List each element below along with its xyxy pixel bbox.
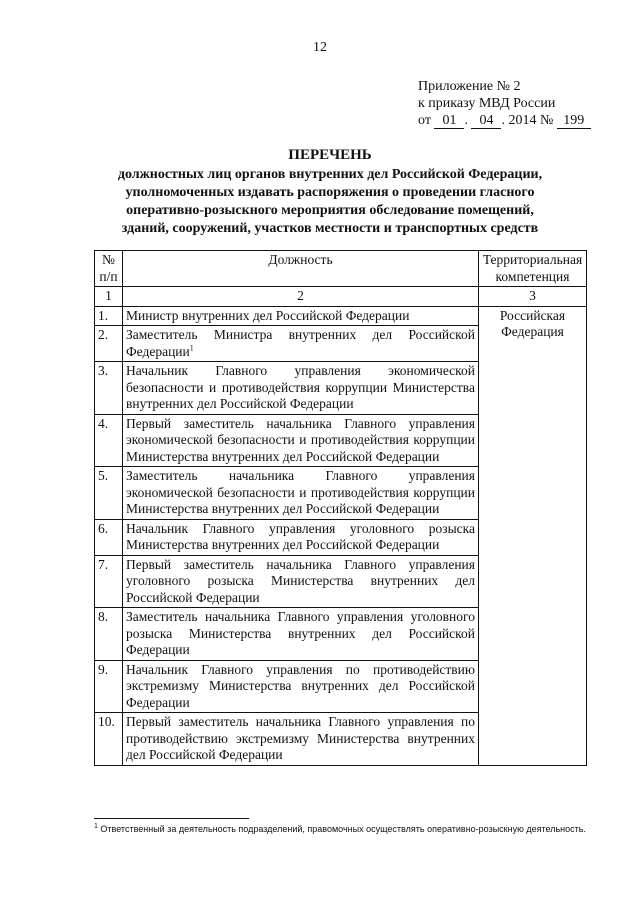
position-cell: Первый заместитель начальника Главного управления по противодействию экстремизму Министерства внутренних дел Российской Федерации: [123, 713, 479, 766]
column-number-row: [95, 287, 587, 307]
appendix-block: [418, 78, 591, 129]
heading-line-3: оперативно-розыскного мероприятия обследование помещений,: [126, 203, 534, 218]
row-number: 8.: [95, 608, 123, 661]
header-num: № п/п: [95, 251, 123, 287]
row-number: 3.: [95, 362, 123, 415]
date-prefix: от: [418, 113, 431, 128]
table-row: [95, 306, 587, 326]
position-cell: Заместитель начальника Главного управления экономической безопасности и противодействия коррупции Министерства внутренних дел Российской Федерации: [123, 467, 479, 520]
heading-line-4: зданий, сооружений, участков местности и транспортных средств: [121, 221, 539, 236]
row-number: 7.: [95, 555, 123, 608]
heading-line-2: уполномоченных издавать распоряжения о проведении гласного: [125, 185, 535, 200]
document-title: ПЕРЕЧЕНЬ: [288, 147, 372, 163]
page-number: 12: [313, 40, 327, 55]
position-cell: [123, 326, 479, 362]
position-cell: Начальник Главного управления уголовного розыска Министерства внутренних дел Российской Федерации: [123, 519, 479, 555]
appendix-date-line: от 01 . 04 . 2014 № 199: [418, 112, 591, 129]
header-position: Должность: [123, 251, 479, 287]
position-text: Заместитель Министра внутренних дел Российской Федерации: [126, 327, 475, 359]
document-heading: [40, 146, 620, 238]
date-year: 2014: [508, 113, 537, 128]
footnote-reference: 1: [189, 343, 194, 352]
date-month: 04: [471, 114, 501, 129]
row-number: 6.: [95, 519, 123, 555]
footnote-divider: [94, 818, 249, 819]
position-cell: Начальник Главного управления экономической безопасности и противодействия коррупции Министерства внутренних дел Российской Федерации: [123, 362, 479, 415]
row-number: 1.: [95, 306, 123, 326]
table-header-row: [95, 251, 587, 287]
competence-cell: Российская Федерация: [479, 306, 587, 765]
footnote-mark: 1: [94, 823, 98, 830]
row-number: 4.: [95, 414, 123, 467]
row-number: 2.: [95, 326, 123, 362]
column-number: 3: [479, 287, 587, 307]
row-number: 10.: [95, 713, 123, 766]
position-cell: Начальник Главного управления по противодействию экстремизму Министерства внутренних дел Российской Федерации: [123, 660, 479, 713]
column-number: 1: [95, 287, 123, 307]
row-number: 9.: [95, 660, 123, 713]
footnote: [94, 823, 586, 835]
order-number: 199: [557, 114, 591, 129]
position-cell: Заместитель начальника Главного управления уголовного розыска Министерства внутренних дел Российской Федерации: [123, 608, 479, 661]
position-cell: Первый заместитель начальника Главного управления экономической безопасности и противодействия коррупции Министерства внутренних дел Российской Федерации: [123, 414, 479, 467]
header-competence: Территориальная компетенция: [479, 251, 587, 287]
appendix-order-ref: к приказу МВД России: [418, 96, 556, 111]
footnote-text: Ответственный за деятельность подразделений, правомочных осуществлять оперативно-розыскную деятельность.: [100, 824, 586, 834]
position-cell: Министр внутренних дел Российской Федерации: [123, 306, 479, 326]
number-prefix: №: [539, 113, 554, 128]
date-day: 01: [434, 114, 464, 129]
column-number: 2: [123, 287, 479, 307]
appendix-title: Приложение № 2: [418, 79, 521, 94]
row-number: 5.: [95, 467, 123, 520]
heading-line-1: должностных лиц органов внутренних дел Российской Федерации,: [117, 167, 543, 182]
positions-table: [94, 250, 587, 766]
position-cell: Первый заместитель начальника Главного управления уголовного розыска Министерства внутренних дел Российской Федерации: [123, 555, 479, 608]
